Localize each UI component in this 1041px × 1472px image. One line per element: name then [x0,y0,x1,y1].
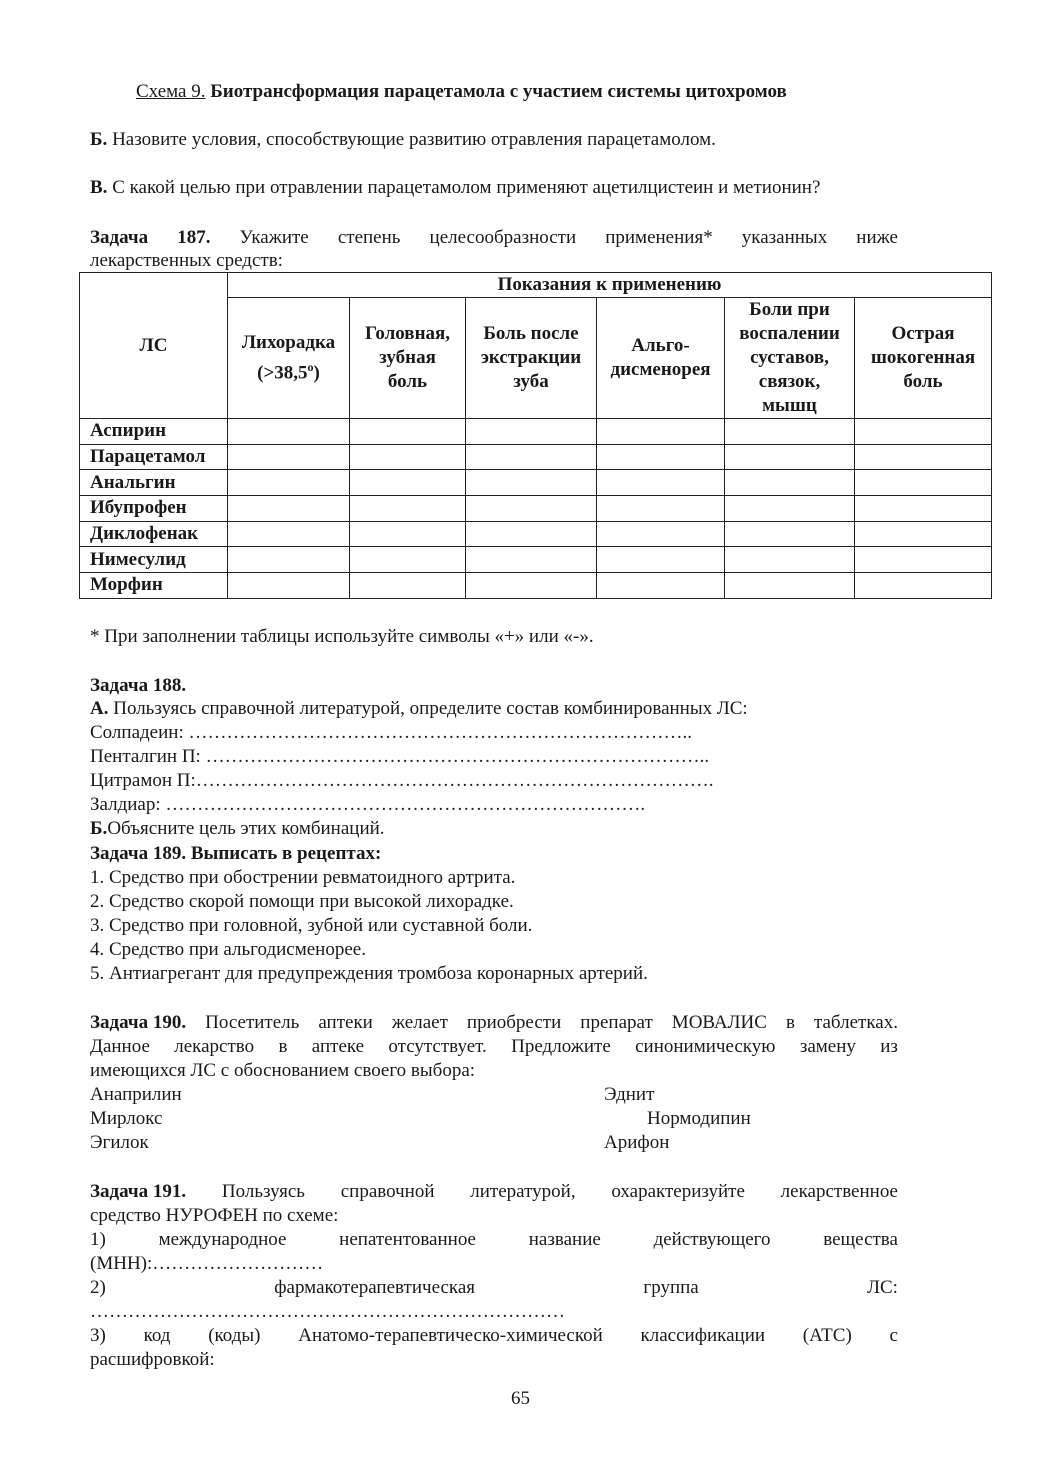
question-v: В. С какой целью при отравлении парацетамолом применяют ацетилцистеин и метионин? [90,177,821,198]
list-item: 5. Антиагрегант для предупреждения тромбоза коронарных артерий. [90,963,648,984]
table-row: Аспирин [80,419,992,445]
task191-line2: средство НУРОФЕН по схеме: [90,1205,339,1226]
list-item: Пенталгин П: …………………………………………………………………….. [90,746,710,767]
task190-line1: Задача 190. Посетитель аптеки желает приобрести препарат МОВАЛИС в таблетках. [90,1012,898,1033]
task191-p1-cont: (МНН):……………………… [90,1253,324,1274]
task190-line3: имеющихся ЛС с обоснованием своего выбора: [90,1060,476,1081]
scheme-title: Биотрансформация парацетамола с участием системы цитохромов [205,81,787,102]
task191-p1: 1) международное непатентованное название действующего вещества [90,1229,898,1250]
list-item: Арифон [604,1132,670,1153]
task191-line1: Задача 191. Пользуясь справочной литературой, охарактеризуйте лекарственное [90,1181,898,1202]
list-item: 3. Средство при головной, зубной или суставной боли. [90,915,533,936]
task188-title: Задача 188. [90,675,187,696]
list-item: Анаприлин [90,1084,182,1105]
page-number: 65 [511,1388,530,1409]
list-item: Эгилок [90,1132,149,1153]
task191-p3-cont: расшифровкой: [90,1349,215,1370]
col-header-inflammation-pain: Боли при воспалении суставов, связок, мышц [725,298,855,419]
indications-table [79,272,992,599]
task191-p3: 3) код (коды) Анатомо-терапевтическо-химической классификации (АТС) с [90,1325,898,1346]
list-item: 1. Средство при обострении ревматоидного артрита. [90,867,516,888]
list-item: Цитрамон П:………………………………………………………………………. [90,770,714,791]
list-item: 2. Средство скорой помощи при высокой лихорадке. [90,891,514,912]
list-item: Залдиар: …………………………………………………………………. [90,794,646,815]
col-header-fever: Лихорадка $(>38,5^o)$ [228,298,350,419]
table-row: Анальгин [80,470,992,496]
table-row: Парацетамол [80,444,992,470]
col-header-algodysmenorrhea: Альго- дисменорея [597,298,725,419]
question-b: Б. Назовите условия, способствующие развитию отравления парацетамолом. [90,129,716,150]
table-row: Морфин [80,573,992,599]
col-header-shock-pain: Острая шокогенная боль [855,298,992,419]
task191-p2: 2) фармакотерапевтическая группа ЛС: [90,1277,898,1298]
task190-line2: Данное лекарство в аптеке отсутствует. Предложите синонимическую замену из [90,1036,898,1057]
scheme-label: Схема 9. [136,81,206,102]
table-row: Диклофенак [80,521,992,547]
list-item: Эднит [604,1084,655,1105]
task191-p2-cont: ………………………………………………………………… [90,1301,565,1322]
list-item: Нормодипин [647,1108,751,1129]
list-item: Солпадеин: …………………………………………………………………….. [90,722,692,743]
table-footnote: * При заполнении таблицы используйте символы «+» или «-». [90,626,594,647]
table-row: Ибупрофен [80,496,992,522]
list-item: Мирлокс [90,1108,163,1129]
col-header-headache: Головная, зубная боль [350,298,466,419]
task187-heading-cont: лекарственных средств: [90,250,283,271]
table-row: Нимесулид [80,547,992,573]
scheme-caption [136,80,944,104]
task187-heading: Задача 187. Укажите степень целесообразности применения* указанных ниже [90,227,898,248]
list-item: 4. Средство при альгодисменорее. [90,939,366,960]
col-header-extraction: Боль после экстракции зуба [466,298,597,419]
task189-title: Задача 189. Выписать в рецептах: [90,843,382,864]
indications-group-header: Показания к применению [228,273,992,298]
task188-a: А. Пользуясь справочной литературой, определите состав комбинированных ЛС: [90,698,748,719]
task188-b: Б.Объясните цель этих комбинаций. [90,818,385,839]
col-ls-header: ЛС [80,273,228,419]
